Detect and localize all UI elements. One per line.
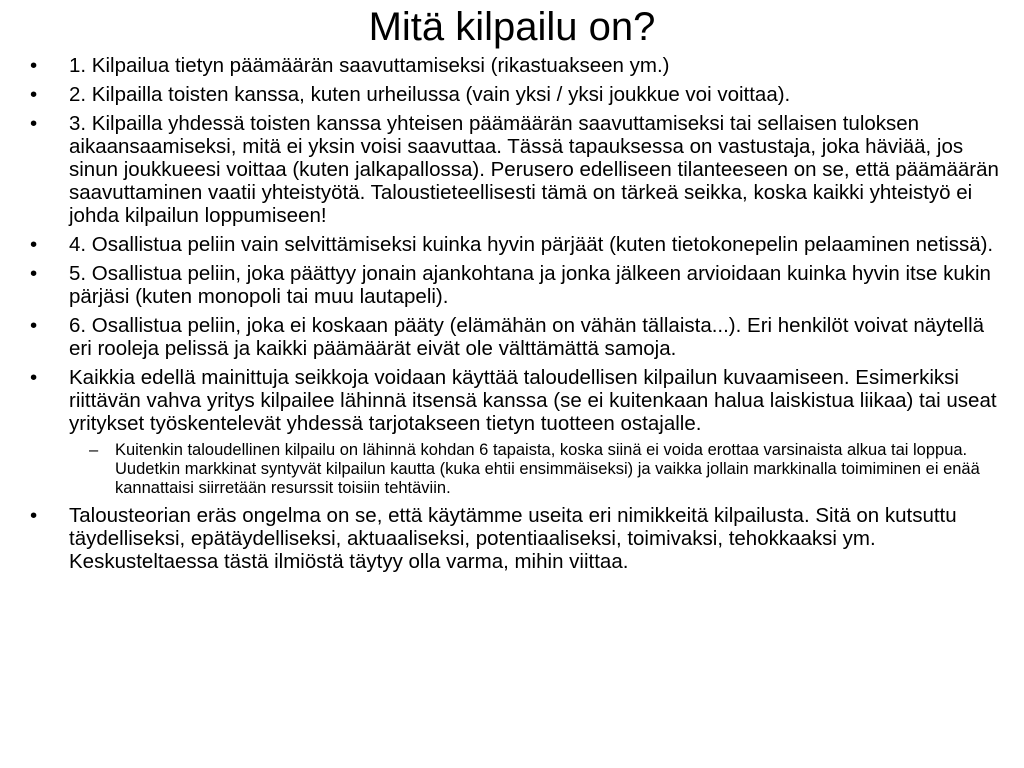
bullet-list bbox=[0, 54, 1024, 579]
bullet-text: 2. Kilpailla toisten kanssa, kuten urheilussa (vain yksi / yksi joukkue voi voittaa). bbox=[69, 83, 791, 106]
sub-bullet-list bbox=[69, 441, 1010, 498]
bullet-text: 6. Osallistua peliin, joka ei koskaan pääty (elämähän on vähän tällaista...). Eri henkilöt voivat näytellä eri rooleja pelissä ja kaikki päämäärät eivät ole välttämättä samoja. bbox=[69, 314, 985, 360]
bullet-marker: • bbox=[30, 233, 38, 256]
bullet-text: 4. Osallistua peliin vain selvittämiseksi kuinka hyvin pärjäät (kuten tietokonepelin pelaaminen netissä). bbox=[69, 233, 994, 256]
bullet-item bbox=[0, 504, 1024, 573]
bullet-marker: • bbox=[30, 54, 38, 77]
bullet-item bbox=[0, 233, 1024, 256]
bullet-text: 1. Kilpailua tietyn päämäärän saavuttamiseksi (rikastuakseen ym.) bbox=[69, 54, 670, 77]
bullet-text: Talousteorian eräs ongelma on se, että käytämme useita eri nimikkeitä kilpailusta. Sitä on kutsuttu täydelliseksi, epätäydelliseksi, aktuaaliseksi, potentiaaliseksi, toimivaksi, tehokkaaksi ym. Keskusteltaessa tästä ilmiöstä täytyy olla varma, mihin viittaa. bbox=[69, 504, 957, 573]
bullet-item bbox=[0, 366, 1024, 498]
sub-bullet-marker: – bbox=[89, 441, 99, 459]
bullet-text: 5. Osallistua peliin, joka päättyy jonain ajankohtana ja jonka jälkeen arvioidaan kuinka hyvin itse kukin pärjäsi (kuten monopoli tai muu lautapeli). bbox=[69, 262, 991, 308]
sub-bullet-item bbox=[69, 441, 1010, 498]
bullet-marker: • bbox=[30, 83, 38, 106]
sub-bullet-text: Kuitenkin taloudellinen kilpailu on lähinnä kohdan 6 tapaista, koska siinä ei voida erottaa varsinaista alkua tai loppua. Uudetkin markkinat syntyvät kilpailun kautta (kuka ehtii ensimmäiseksi) ja vaikka jollain markkinalla toimiminen ei enää kannattaisi siirretään resurssit toisiin tehtäviin. bbox=[115, 441, 980, 497]
bullet-item bbox=[0, 262, 1024, 308]
bullet-marker: • bbox=[30, 262, 38, 285]
bullet-item bbox=[0, 83, 1024, 106]
bullet-text: 3. Kilpailla yhdessä toisten kanssa yhteisen päämäärän saavuttamiseksi tai sellaisen tuloksen aikaansaamiseksi, mitä ei yksin voisi saavuttaa. Tässä tapauksessa on vastustaja, joka häviää, jos sinun joukkueesi voittaa (kuten jalkapallossa). Perusero edelliseen tilanteeseen on se, että päämäärän saavuttaminen vaatii yhteistyötä. Taloustieteellisesti tämä on tärkeä seikka, koska kaikki yhteistyö ei johda kilpailun loppumiseen! bbox=[69, 112, 999, 227]
bullet-marker: • bbox=[30, 366, 38, 389]
bullet-marker: • bbox=[30, 504, 38, 527]
bullet-item bbox=[0, 314, 1024, 360]
bullet-marker: • bbox=[30, 112, 38, 135]
bullet-marker: • bbox=[30, 314, 38, 337]
bullet-item bbox=[0, 112, 1024, 227]
bullet-item bbox=[0, 54, 1024, 77]
bullet-text: Kaikkia edellä mainittuja seikkoja voidaan käyttää taloudellisen kilpailun kuvaamiseen. Esimerkiksi riittävän vahva yritys kilpailee lähinnä itsensä kanssa (se ei kuitenkaan halua laiskistua liikaa) tai useat yritykset työskentelevät yhdessä tarjotakseen tietyn tuotteen ostajalle. bbox=[69, 366, 997, 435]
slide-title: Mitä kilpailu on? bbox=[368, 5, 656, 49]
